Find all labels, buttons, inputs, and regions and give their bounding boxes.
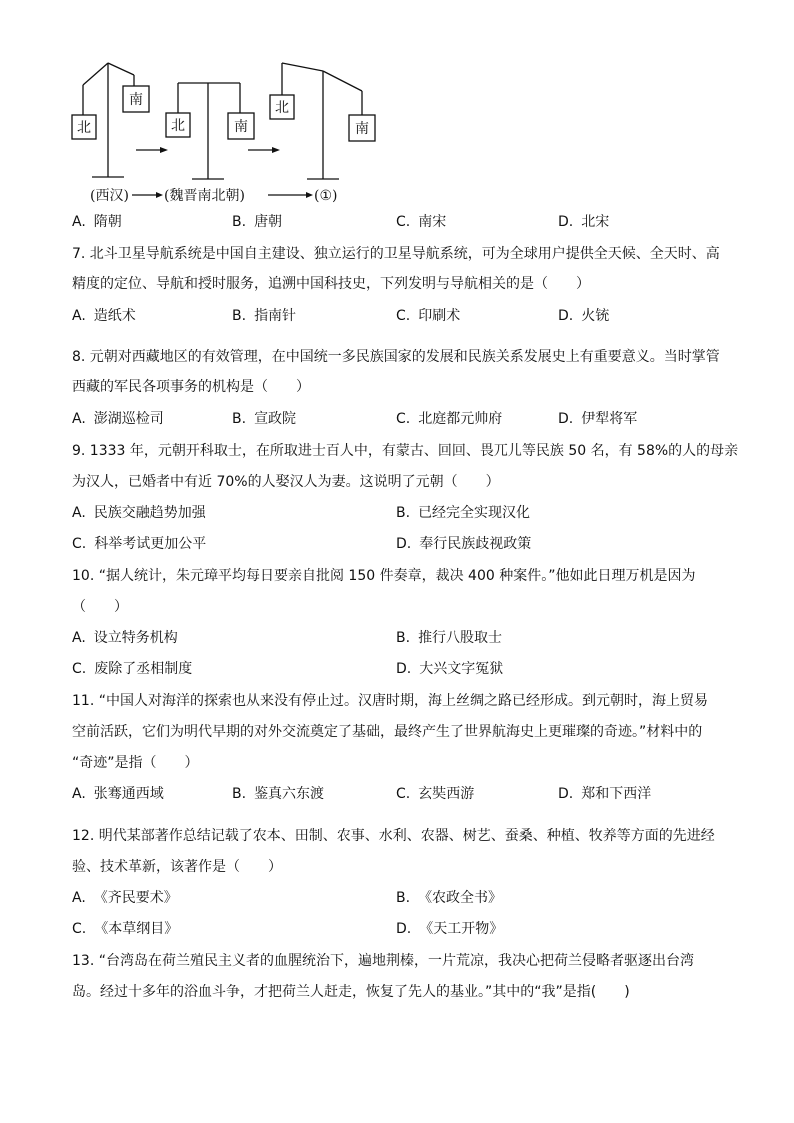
option-d[interactable]: D. 伊犁将军 — [558, 411, 638, 427]
question-7-line-2: 精度的定位、导航和授时服务，追溯中国科技史，下列发明与导航相关的是（ ） — [72, 276, 590, 292]
question-11-line-2: 空前活跃，它们为明代早期的对外交流奠定了基础，最终产生了世界航海史上更璀璨的奇迹。”材料中的 — [72, 724, 703, 740]
option-a[interactable]: A. 《齐民要术》 — [72, 890, 178, 906]
option-d[interactable]: D. 火铳 — [558, 308, 610, 324]
south-label-1: 南 — [129, 92, 143, 108]
option-d[interactable]: D. 《天工开物》 — [396, 921, 504, 937]
option-a[interactable]: A. 张骞通西域 — [72, 786, 164, 802]
option-b[interactable]: B. 鉴真六东渡 — [232, 786, 325, 802]
question-13-line-2: 岛。经过十多年的浴血斗争，才把荷兰人赶走，恢复了先人的基业。”其中的“我”是指( ) — [72, 984, 630, 1000]
option-c[interactable]: C. 科举考试更加公平 — [72, 536, 207, 552]
question-11-line-3: “奇迹”是指（ ） — [72, 755, 199, 771]
option-c[interactable]: C. 《本草纲目》 — [72, 921, 179, 937]
option-c[interactable]: C. 废除了丞相制度 — [72, 661, 193, 677]
option-d[interactable]: D. 奉行民族歧视政策 — [396, 536, 532, 552]
option-d[interactable]: D. 大兴文字冤狱 — [396, 661, 504, 677]
question-12-line-1: 12. 明代某部著作总结记载了农本、田制、农事、水利、农器、树艺、蚕桑、种植、牧养等方面的先进经 — [72, 828, 715, 844]
question-8-line-1: 8. 元朝对西藏地区的有效管理，在中国统一多民族国家的发展和民族关系发展史上有重要意义。当时掌管 — [72, 349, 720, 365]
option-d[interactable]: D. 北宋 — [558, 214, 610, 230]
question-8-line-2: 西藏的军民各项事务的机构是（ ） — [72, 379, 310, 395]
south-label-3: 南 — [355, 121, 369, 137]
stage-label-weijin: (魏晋南北朝) — [164, 188, 245, 204]
option-a[interactable]: A. 澎湖巡检司 — [72, 411, 164, 427]
question-13-line-1: 13. “台湾岛在荷兰殖民主义者的血腥统治下，遍地荆榛，一片荒凉，我决心把荷兰侵略者驱逐出台湾 — [72, 953, 694, 969]
option-a[interactable]: A. 民族交融趋势加强 — [72, 505, 206, 521]
north-label-2: 北 — [171, 118, 185, 134]
option-b[interactable]: B. 唐朝 — [232, 214, 283, 230]
option-c[interactable]: C. 南宋 — [396, 214, 447, 230]
north-label-3: 北 — [275, 100, 289, 116]
option-c[interactable]: C. 玄奘西游 — [396, 786, 475, 802]
option-c[interactable]: C. 印刷术 — [396, 308, 461, 324]
stage-label-west-han: (西汉) — [90, 188, 129, 204]
option-b[interactable]: B. 指南针 — [232, 308, 297, 324]
balance-scales-figure — [60, 55, 400, 215]
question-11-line-1: 11. “中国人对海洋的探索也从来没有停止过。汉唐时期，海上丝绸之路已经形成。到元朝时，海上贸易 — [72, 693, 708, 709]
option-a[interactable]: A. 造纸术 — [72, 308, 136, 324]
question-9-line-2: 为汉人，已婚者中有近 70%的人娶汉人为妻。这说明了元朝（ ） — [72, 474, 500, 490]
question-10-line-2: （ ） — [72, 599, 128, 615]
option-c[interactable]: C. 北庭都元帅府 — [396, 411, 503, 427]
option-b[interactable]: B. 推行八股取士 — [396, 630, 503, 646]
option-b[interactable]: B. 宣政院 — [232, 411, 297, 427]
option-b[interactable]: B. 《农政全书》 — [396, 890, 503, 906]
stage-label-blank: (①) — [314, 188, 338, 204]
question-10-line-1: 10. “据人统计，朱元璋平均每日要亲自批阅 150 件奏章，裁决 400 种案件。”他如此日理万机是因为 — [72, 568, 696, 584]
question-7-line-1: 7. 北斗卫星导航系统是中国自主建设、独立运行的卫星导航系统，可为全球用户提供全天候、全天时、高 — [72, 246, 720, 262]
south-label-2: 南 — [234, 119, 248, 135]
economy-center-diagram — [60, 55, 400, 215]
option-b[interactable]: B. 已经完全实现汉化 — [396, 505, 531, 521]
question-12-line-2: 验、技术革新，该著作是（ ） — [72, 859, 282, 875]
north-label-1: 北 — [77, 120, 91, 136]
question-9-line-1: 9. 1333 年，元朝开科取士，在所取进士百人中，有蒙古、回回、畏兀儿等民族 50 名，有 58%的人的母亲 — [72, 443, 739, 459]
option-a[interactable]: A. 隋朝 — [72, 214, 122, 230]
option-a[interactable]: A. 设立特务机构 — [72, 630, 178, 646]
option-d[interactable]: D. 郑和下西洋 — [558, 786, 652, 802]
